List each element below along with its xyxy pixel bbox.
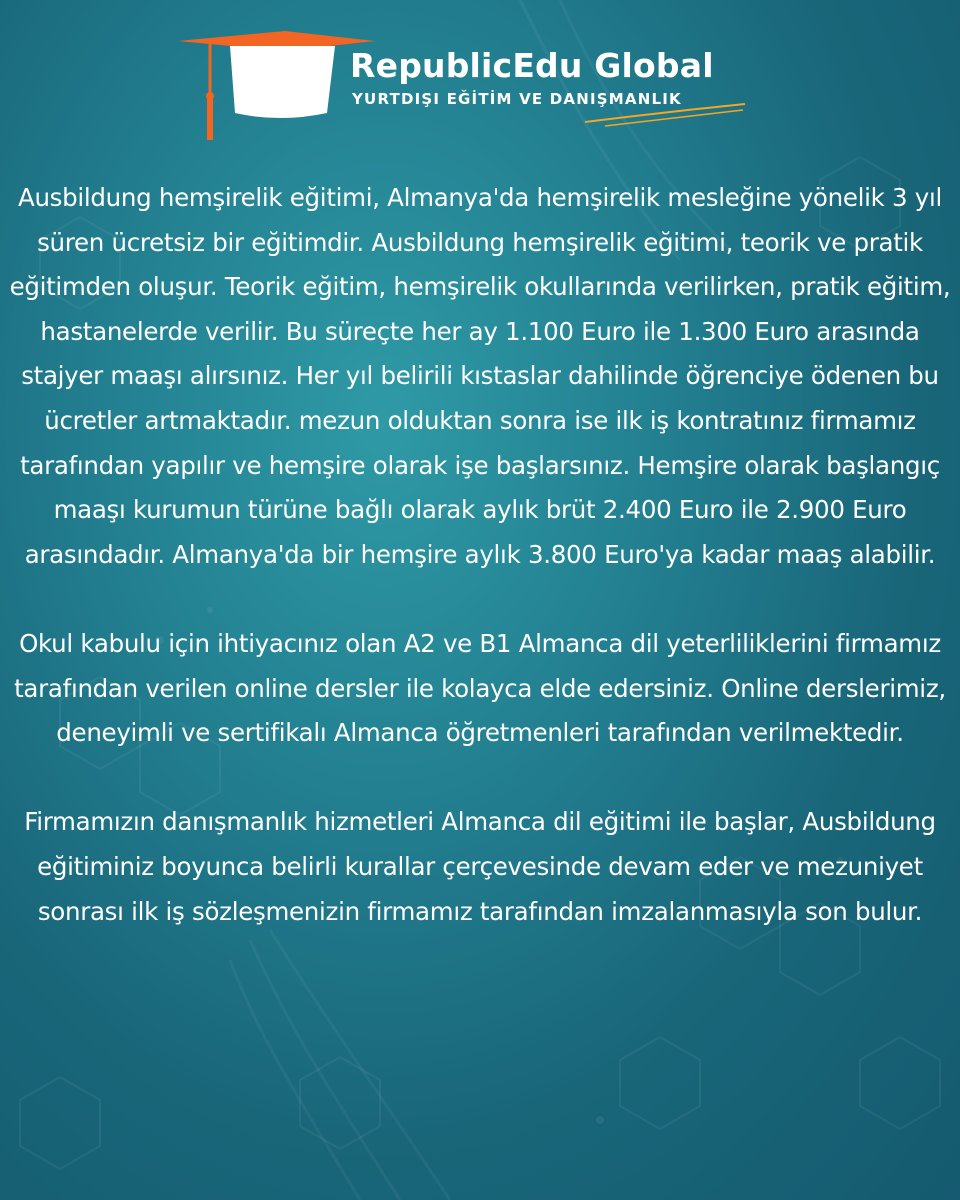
paragraph-ausbildung-overview: Ausbildung hemşirelik eğitimi, Almanya'da hemşirelik mesleğine yönelik 3 yıl süren ücretsiz bir eğitimdir. Ausbildung hemşirelik eğitimi, teorik ve pratik eğitimden oluşur. Teorik eğitim, hemşirelik okullarında verilirken, pratik eğitim, hastanelerde verilir. Bu süreçte her ay 1.100 Euro ile 1.300 Euro arasında stajyer maaşı alırsınız. Her yıl belirili kıstaslar dahilinde öğrenciye ödenen bu ücretler artmaktadır. mezun olduktan sonra ise ilk iş kontratınız firmamız tarafından yapılır ve hemşire olarak işe başlarsınız. Hemşire olarak başlangıç maaşı kurumun türüne bağlı olarak aylık brüt 2.400 Euro ile 2.900 Euro arasındadır. Almanya'da bir hemşire aylık 3.800 Euro'ya kadar maaş alabilir. (9, 183, 951, 569)
graduation-cap-icon (175, 28, 375, 143)
main-text (0, 176, 960, 934)
brand-tagline: YURTDIŞI EĞİTİM VE DANIŞMANLIK (352, 90, 682, 108)
paragraph-language-courses: Okul kabulu için ihtiyacınız olan A2 ve B1 Almanca dil yeterliliklerini firmamız tarafından verilen online dersler ile kolayca elde edersiniz. Online derslerimiz, deneyimli ve sertifikalı Almanca öğretmenleri tarafından verilmektedir. (14, 628, 946, 748)
brand-name: RepublicEdu Global (350, 46, 714, 85)
brand-logo (175, 28, 755, 143)
paragraph-consulting-services: Firmamızın danışmanlık hizmetleri Almanca dil eğitimi ile başlar, Ausbildung eğitiminiz boyunca belirli kurallar çerçevesinde devam eder ve mezuniyet sonrası ilk iş sözleşmenizin firmamız tarafından imzalanmasıyla son bulur. (24, 807, 936, 926)
swoosh-decoration (575, 100, 755, 130)
